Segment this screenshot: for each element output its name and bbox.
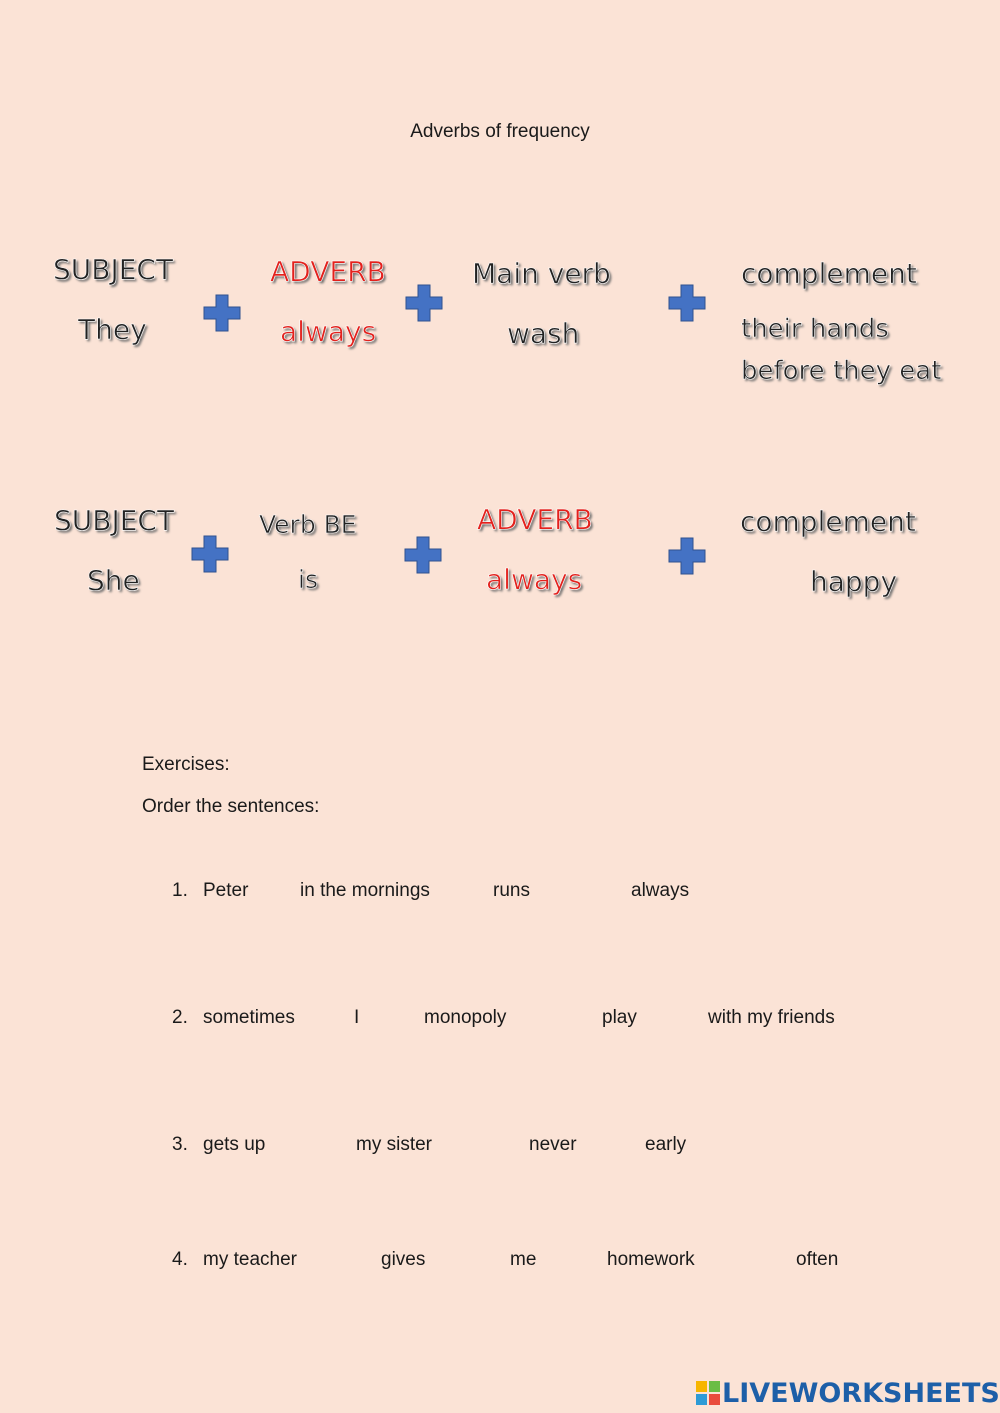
complement-example-line2: before they eat	[741, 356, 942, 386]
adverb-example: always	[280, 315, 377, 348]
word-chip[interactable]: sometimes	[203, 1007, 295, 1028]
exercises-heading: Exercises:	[142, 754, 230, 775]
adverb-header: ADVERB	[477, 503, 593, 536]
word-chip[interactable]: my sister	[356, 1134, 432, 1155]
adverb-header: ADVERB	[270, 255, 386, 288]
word-chip[interactable]: play	[602, 1007, 637, 1028]
complement-header: complement	[740, 505, 916, 538]
word-chip[interactable]: never	[529, 1134, 577, 1155]
logo-text: LIVEWORKSHEETS	[722, 1378, 1000, 1409]
complement-example-line1: their hands	[741, 314, 889, 344]
word-chip[interactable]: runs	[493, 880, 530, 901]
word-chip[interactable]: I	[354, 1007, 360, 1028]
word-chip[interactable]: my teacher	[203, 1249, 297, 1270]
word-chip[interactable]: in the mornings	[300, 880, 430, 901]
item-number: 1.	[172, 880, 188, 901]
plus-icon	[667, 536, 707, 576]
subject-header: SUBJECT	[54, 504, 175, 537]
main-verb-header: Main verb	[472, 257, 611, 290]
item-number: 4.	[172, 1249, 188, 1270]
verb-be-header: Verb BE	[259, 510, 357, 539]
item-number: 3.	[172, 1134, 188, 1155]
main-verb-example: wash	[507, 317, 580, 350]
word-chip[interactable]: gets up	[203, 1134, 266, 1155]
exercises-instruction: Order the sentences:	[142, 796, 320, 817]
word-chip[interactable]: always	[631, 880, 690, 901]
word-chip[interactable]: me	[510, 1249, 537, 1270]
word-chip[interactable]: gives	[381, 1249, 426, 1270]
subject-header: SUBJECT	[53, 253, 174, 286]
item-number: 2.	[172, 1007, 188, 1028]
plus-icon	[403, 535, 443, 575]
logo-icon	[696, 1381, 720, 1405]
word-chip[interactable]: often	[796, 1249, 839, 1270]
subject-example: She	[87, 564, 140, 597]
word-chip[interactable]: with my friends	[708, 1007, 835, 1028]
plus-icon	[404, 283, 444, 323]
word-chip[interactable]: early	[645, 1134, 687, 1155]
word-chip[interactable]: Peter	[203, 880, 249, 901]
subject-example: They	[78, 313, 147, 346]
plus-icon	[667, 283, 707, 323]
adverb-example: always	[486, 563, 583, 596]
complement-example: happy	[810, 565, 898, 598]
complement-header: complement	[741, 257, 917, 290]
plus-icon	[202, 293, 242, 333]
plus-icon	[190, 534, 230, 574]
liveworksheets-logo[interactable]	[696, 1378, 1000, 1409]
word-chip[interactable]: homework	[607, 1249, 695, 1270]
page-title: Adverbs of frequency	[410, 121, 590, 142]
word-chip[interactable]: monopoly	[424, 1007, 507, 1028]
verb-be-example: is	[298, 565, 318, 594]
